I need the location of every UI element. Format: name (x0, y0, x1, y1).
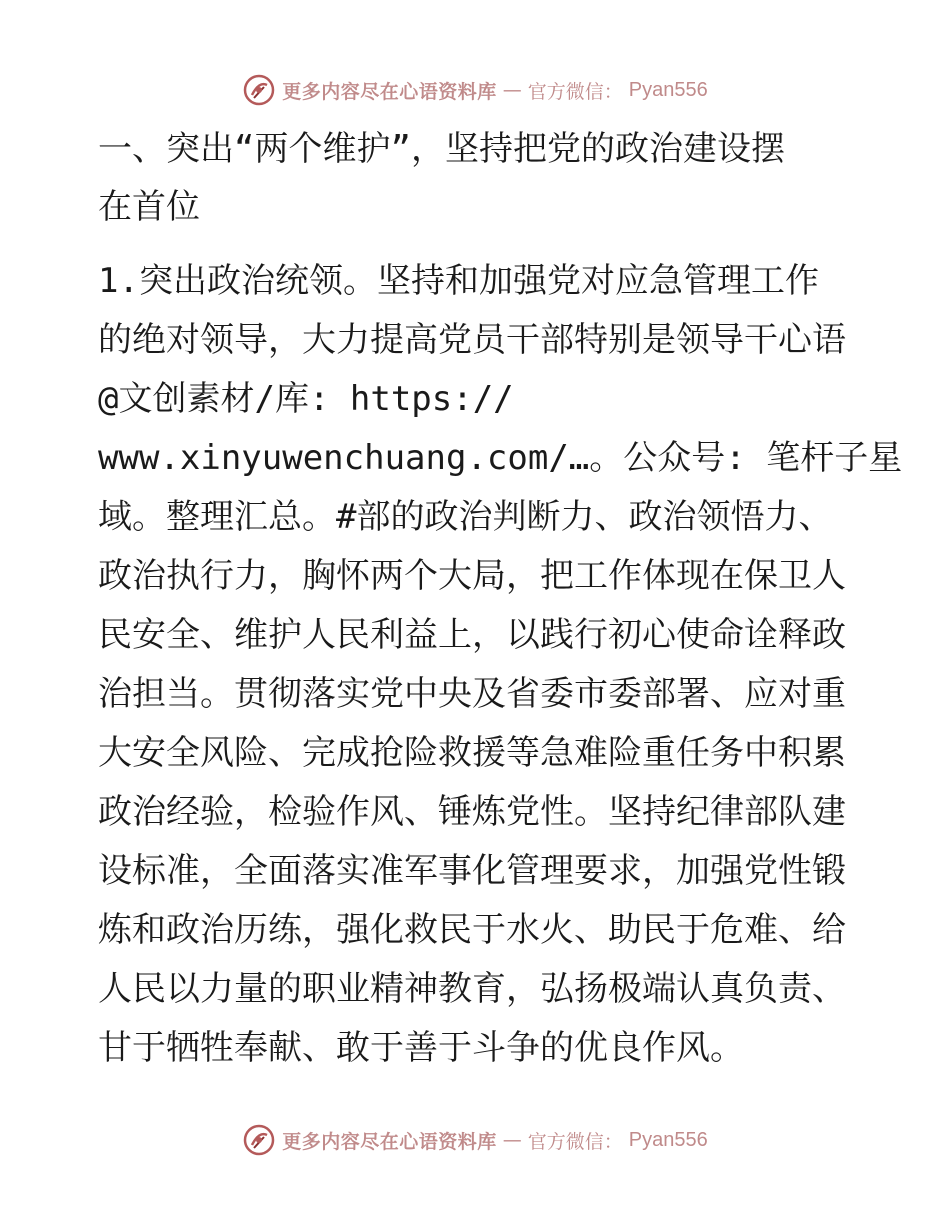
paragraph-line: 政治经验，检验作风、锤炼党性。坚持纪律部队建 (98, 792, 846, 832)
heading-line: 在首位 (98, 187, 200, 227)
banner-wechat-id: Pyan556 (628, 78, 708, 101)
document-body (98, 120, 903, 1078)
paragraph-line: 民安全、维护人民利益上，以践行初心使命诠释政 (98, 615, 846, 655)
banner-label: 官方微信： (527, 1130, 623, 1153)
paragraph-line: 炼和政治历练，强化救民于水火、助民于危难、给 (98, 910, 846, 950)
banner-separator: — (502, 1129, 522, 1151)
banner-wechat-id: Pyan556 (628, 1128, 708, 1151)
heading-line: 一、突出“两个维护”，坚持把党的政治建设摆 (98, 129, 785, 169)
paragraph-line: 设标准，全面落实准军事化管理要求，加强党性锻 (98, 851, 846, 891)
paragraph-line: 人民以力量的职业精神教育，弘扬极端认真负责、 (98, 969, 846, 1009)
banner-label: 官方微信： (527, 80, 623, 103)
paragraph-line: 甘于牺牲奉献、敢于善于斗争的优良作风。 (98, 1028, 744, 1068)
paragraph-line: 大安全风险、完成抢险救援等急难险重任务中积累 (98, 733, 846, 773)
banner-title: 更多内容尽在心语资料库 (282, 80, 497, 103)
paragraph-line: 政治执行力，胸怀两个大局，把工作体现在保卫人 (98, 556, 846, 596)
paragraph-line: 1.突出政治统领。坚持和加强党对应急管理工作 (98, 261, 819, 301)
paragraph-line: www.xinyuwenchuang.com/…。公众号: 笔杆子星 (98, 438, 903, 478)
logo-icon (242, 1123, 276, 1157)
banner-separator: — (502, 79, 522, 101)
logo-icon (242, 73, 276, 107)
banner-title: 更多内容尽在心语资料库 (282, 1130, 497, 1153)
paragraph-line: 的绝对领导，大力提高党员干部特别是领导干心语 (98, 320, 846, 360)
footer-watermark-banner (0, 1120, 950, 1160)
paragraph-line: 治担当。贯彻落实党中央及省委市委部署、应对重 (98, 674, 846, 714)
header-watermark-banner (0, 70, 950, 110)
section-heading (98, 120, 858, 236)
body-paragraph (98, 252, 903, 1078)
paragraph-line: 域。整理汇总。#部的政治判断力、政治领悟力、 (98, 497, 833, 537)
paragraph-line: @文创素材/库: https:// (98, 379, 514, 419)
